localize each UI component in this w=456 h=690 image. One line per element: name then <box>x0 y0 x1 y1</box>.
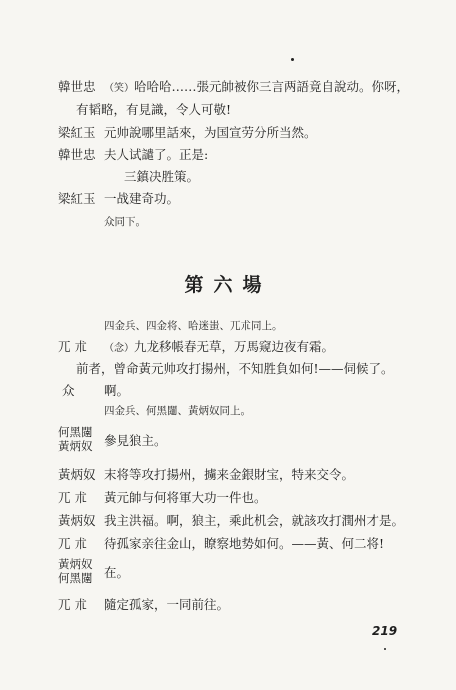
dialogue-text-wrap <box>104 338 334 358</box>
speaker-name: 韓世忠 <box>58 79 96 94</box>
verse-line: 三鎮决胜策。 <box>124 169 200 184</box>
dialogue-line <box>58 557 436 589</box>
dialogue-text: 隨定孤家，一同前往。 <box>104 597 230 612</box>
speaker-name: 梁紅玉 <box>58 191 96 206</box>
speaker-name: 何黑闥 <box>58 571 93 585</box>
dialogue-continuation: 有韬略，有見識，令人可敬! <box>76 102 232 117</box>
stage-direction: 四金兵、四金将、哈迷蚩、兀朮同上。 <box>104 320 283 332</box>
dialogue-text: 哈哈哈……張元帥被你三言两語竟自說动。你呀， <box>134 79 410 94</box>
scene-title: 第六場 <box>184 274 272 296</box>
speaker-name: 韓世忠 <box>58 147 96 162</box>
dialogue-text: 末将等攻打揚州，擄来金銀財宝，特来交令。 <box>104 467 355 482</box>
speaker-name: 梁紅玉 <box>58 125 96 140</box>
dialogue-text: 一战建奇功。 <box>104 191 180 206</box>
stage-direction: （念） <box>104 343 134 354</box>
dialogue-text: 黃元帥与何将軍大功一件也。 <box>104 490 267 505</box>
dialogue-continuation: 前者，曾命黃元帅攻打揚州，不知胜負如何!——伺候了。 <box>76 361 394 376</box>
speaker-name: 兀 朮 <box>58 339 87 354</box>
dialogue-line <box>58 425 436 457</box>
page-number: 219 <box>372 624 398 638</box>
joint-speakers <box>58 557 102 585</box>
joint-speakers <box>58 425 102 453</box>
dialogue-text-wrap <box>104 78 409 98</box>
dialogue-text: 元帅說哪里話來，为国宣劳分所当然。 <box>104 125 317 140</box>
dialogue-text: 夫人试譴了。正是: <box>104 147 209 162</box>
dialogue-text: 待孤家亲往金山，瞭察地势如何。——黃、何二将! <box>104 536 385 551</box>
speaker-name: 黃炳奴 <box>58 467 96 482</box>
speaker-name: 众 <box>62 383 75 398</box>
dialogue-text: 參見狼主。 <box>104 433 167 448</box>
speaker-name: 兀 朮 <box>58 536 87 551</box>
dialogue-text: 啊。 <box>104 383 130 398</box>
stage-direction: 众同下。 <box>104 216 146 228</box>
stage-direction: 四金兵、何黑闥、黃炳奴同上。 <box>104 405 251 417</box>
speaker-name: 黃炳奴 <box>58 557 93 571</box>
dialogue-text: 在。 <box>104 565 130 580</box>
speaker-name: 兀 朮 <box>58 597 87 612</box>
speaker-name: 兀 朮 <box>58 490 87 505</box>
dialogue-text: 九龙移帳春无草，万馬窥边夜有霜。 <box>134 339 335 354</box>
ink-speck <box>384 648 386 650</box>
speaker-name: 何黑闥 <box>58 425 93 439</box>
stage-direction: （笑） <box>104 83 134 94</box>
speaker-name: 黃炳奴 <box>58 513 96 528</box>
speaker-name: 黃炳奴 <box>58 439 93 453</box>
dialogue-text: 我主洪福。啊，狼主，乘此机会，就該攻打潤州才是。 <box>104 513 405 528</box>
ink-speck <box>291 58 294 61</box>
